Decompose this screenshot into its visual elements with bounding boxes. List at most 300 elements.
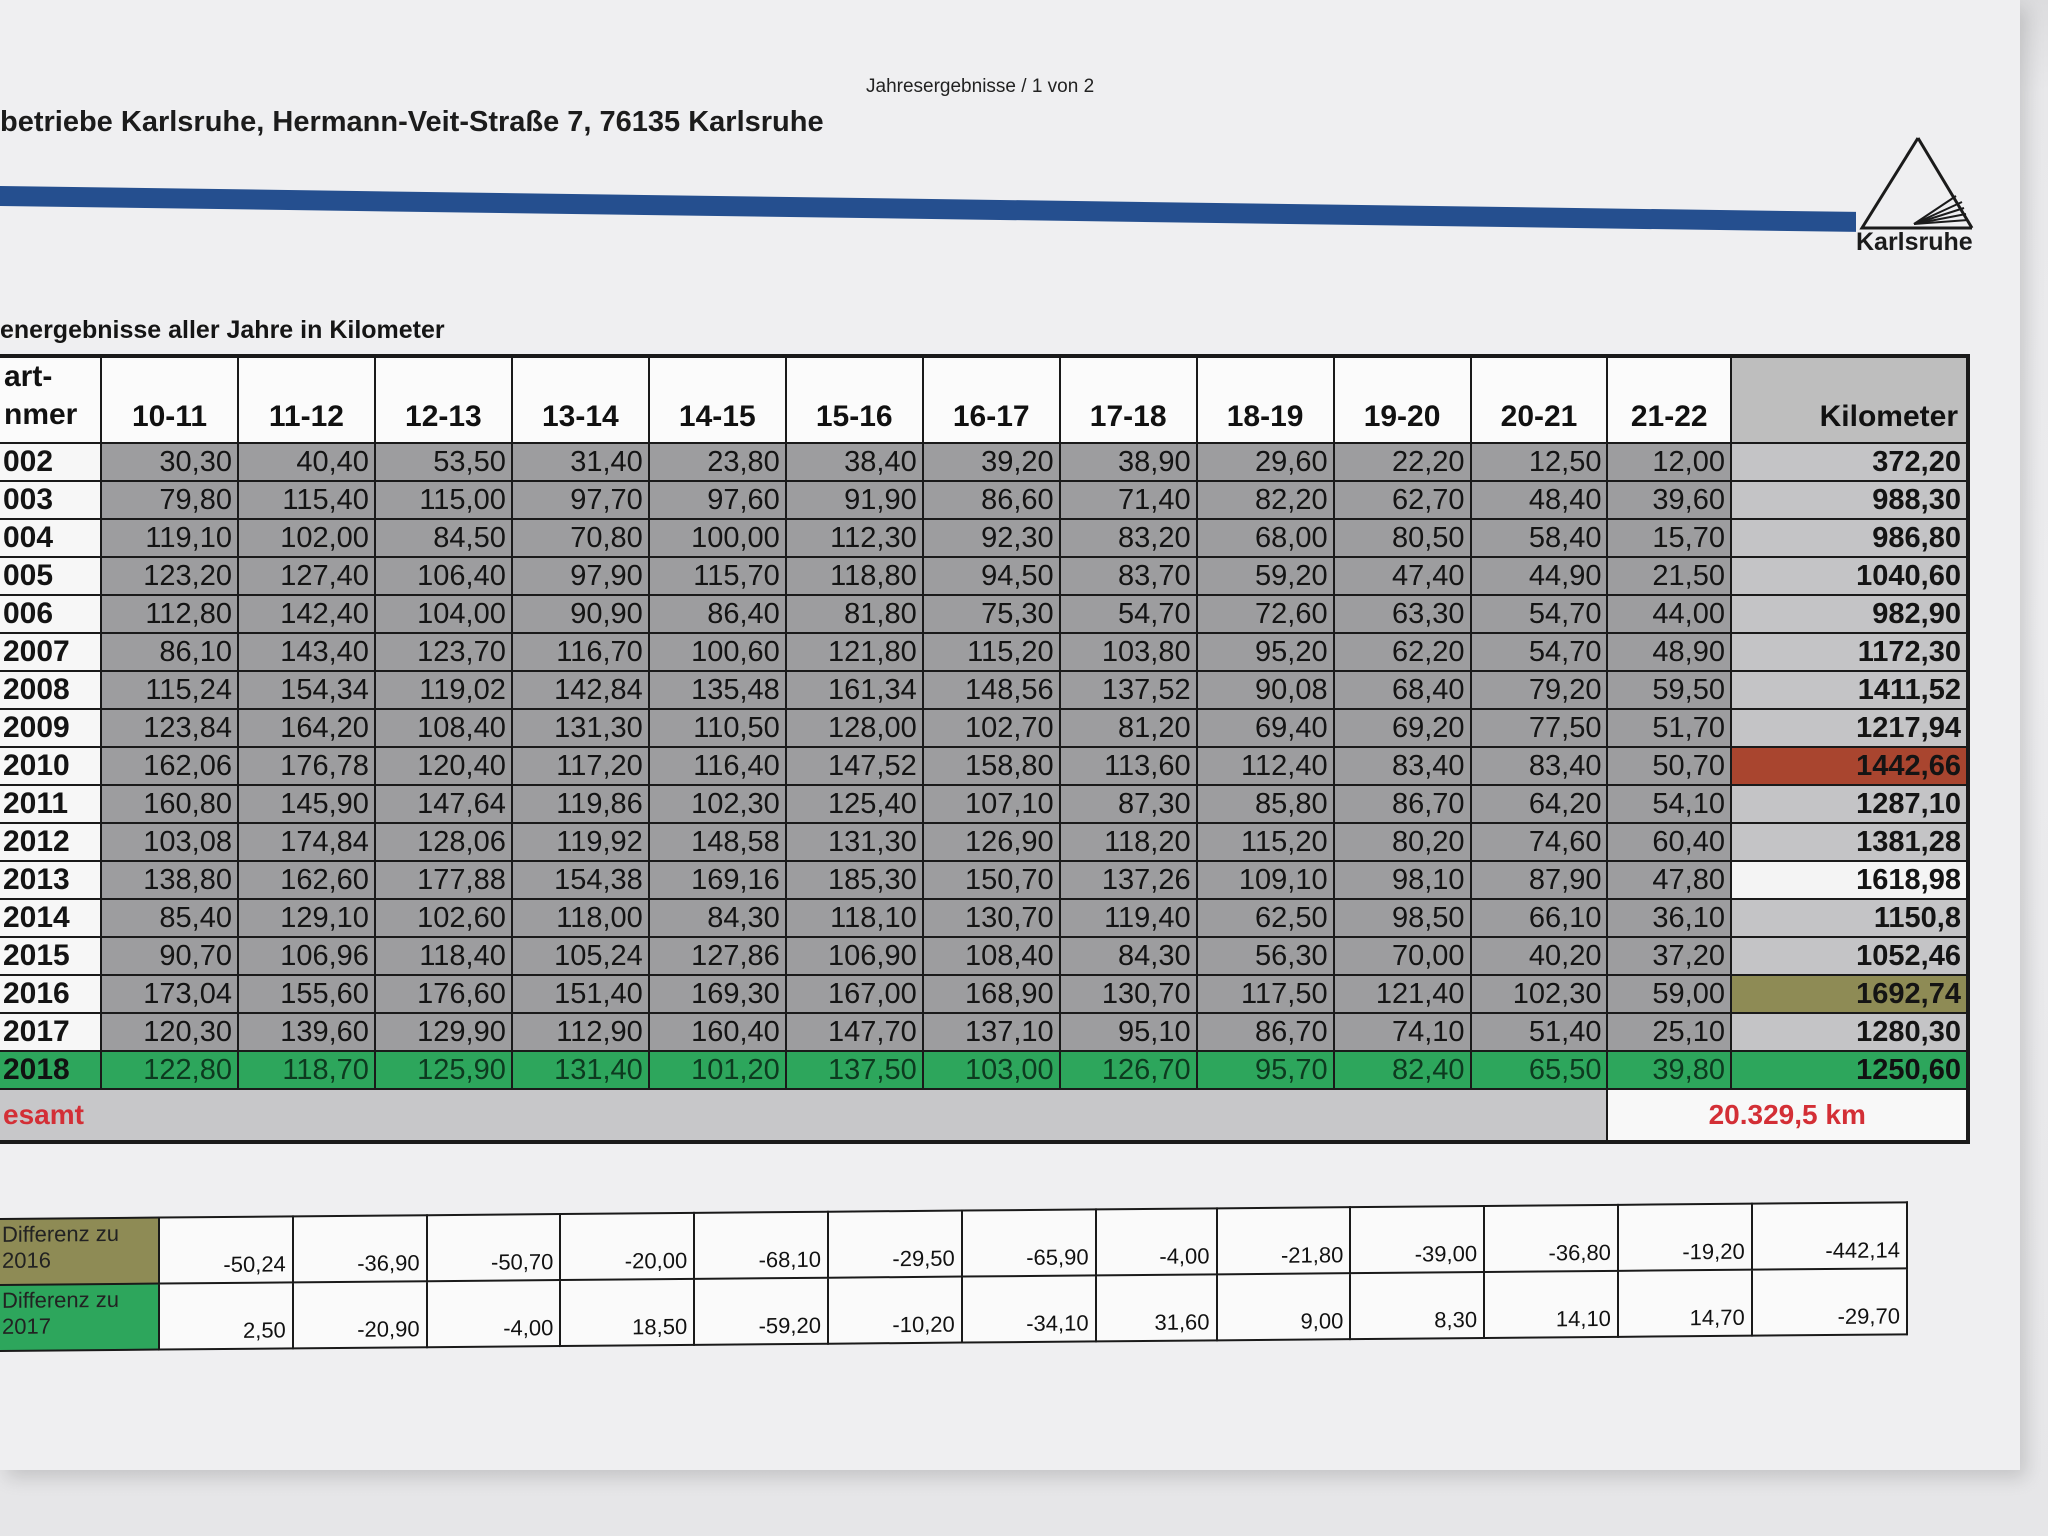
results-table [0,354,1970,1144]
value-cell: 38,90 [1060,443,1197,481]
value-cell: 121,40 [1334,975,1471,1013]
value-cell: 62,20 [1334,633,1471,671]
value-cell: 162,06 [101,747,238,785]
difference-value: -34,10 [962,1275,1096,1342]
table-row [0,557,1968,595]
value-cell: 119,92 [512,823,649,861]
value-cell: 118,70 [238,1051,375,1089]
value-cell: 112,30 [786,519,923,557]
value-cell: 106,96 [238,937,375,975]
value-cell: 113,60 [1060,747,1197,785]
difference-label-line2: 2017 [2,1313,51,1339]
year-cell: 004 [0,519,101,557]
value-cell: 123,70 [375,633,512,671]
table-row [0,709,1968,747]
season-header: 11-12 [238,356,375,443]
value-cell: 69,20 [1334,709,1471,747]
value-cell: 48,40 [1471,481,1608,519]
value-cell: 161,34 [786,671,923,709]
value-cell: 80,50 [1334,519,1471,557]
value-cell: 125,90 [375,1051,512,1089]
season-header: 16-17 [923,356,1060,443]
value-cell: 64,20 [1471,785,1608,823]
value-cell: 116,70 [512,633,649,671]
year-cell: 2007 [0,633,101,671]
value-cell: 106,90 [786,937,923,975]
page-info: Jahresergebnisse / 1 von 2 [866,76,1095,97]
value-cell: 15,70 [1607,519,1731,557]
value-cell: 147,52 [786,747,923,785]
value-cell: 85,80 [1197,785,1334,823]
difference-table [0,1201,1908,1352]
value-cell: 131,30 [512,709,649,747]
value-cell: 87,90 [1471,861,1608,899]
value-cell: 126,90 [923,823,1060,861]
value-cell: 39,20 [923,443,1060,481]
value-cell: 106,40 [375,557,512,595]
value-cell: 121,80 [786,633,923,671]
value-cell: 74,60 [1471,823,1608,861]
difference-value: -39,00 [1350,1206,1484,1273]
value-cell: 131,40 [512,1051,649,1089]
company-address: betriebe Karlsruhe, Hermann-Veit-Straße 7, 76135 Karlsruhe [0,106,824,138]
value-cell: 95,70 [1197,1051,1334,1089]
value-cell: 54,10 [1607,785,1731,823]
year-cell: 2010 [0,747,101,785]
value-cell: 154,38 [512,861,649,899]
table-row [0,785,1968,823]
value-cell: 115,20 [1197,823,1334,861]
value-cell: 119,02 [375,671,512,709]
year-cell: 2008 [0,671,101,709]
value-cell: 38,40 [786,443,923,481]
value-cell: 173,04 [101,975,238,1013]
value-cell: 83,70 [1060,557,1197,595]
value-cell: 100,60 [649,633,786,671]
value-cell: 138,80 [101,861,238,899]
value-cell: 25,10 [1607,1013,1731,1051]
value-cell: 66,10 [1471,899,1608,937]
value-cell: 164,20 [238,709,375,747]
value-cell: 60,40 [1607,823,1731,861]
difference-value: 18,50 [560,1279,694,1346]
year-total-cell: 1052,46 [1731,937,1968,975]
value-cell: 92,30 [923,519,1060,557]
value-cell: 118,10 [786,899,923,937]
value-cell: 120,40 [375,747,512,785]
year-total-cell: 1442,66 [1731,747,1968,785]
value-cell: 115,70 [649,557,786,595]
year-cell: 2012 [0,823,101,861]
value-cell: 58,40 [1471,519,1608,557]
value-cell: 70,80 [512,519,649,557]
value-cell: 125,40 [786,785,923,823]
value-cell: 148,56 [923,671,1060,709]
year-cell: 2018 [0,1051,101,1089]
value-cell: 59,50 [1607,671,1731,709]
difference-value: 14,10 [1484,1271,1618,1338]
value-cell: 129,10 [238,899,375,937]
year-cell: 2016 [0,975,101,1013]
value-cell: 63,30 [1334,595,1471,633]
value-cell: 30,30 [101,443,238,481]
table-subtitle: energebnisse aller Jahre in Kilometer [0,316,445,344]
value-cell: 108,40 [923,937,1060,975]
year-total-cell: 1411,52 [1731,671,1968,709]
value-cell: 51,70 [1607,709,1731,747]
start-number-header-line2: nmer [4,398,78,431]
difference-value: -50,24 [159,1216,293,1283]
value-cell: 68,40 [1334,671,1471,709]
difference-label [0,1218,159,1285]
value-cell: 84,30 [649,899,786,937]
year-total-cell: 986,80 [1731,519,1968,557]
value-cell: 167,00 [786,975,923,1013]
year-total-cell: 1172,30 [1731,633,1968,671]
value-cell: 40,40 [238,443,375,481]
value-cell: 112,90 [512,1013,649,1051]
header-divider-bar [0,186,1856,232]
value-cell: 103,80 [1060,633,1197,671]
value-cell: 12,00 [1607,443,1731,481]
table-row [0,481,1968,519]
value-cell: 130,70 [1060,975,1197,1013]
value-cell: 90,70 [101,937,238,975]
value-cell: 87,30 [1060,785,1197,823]
value-cell: 36,10 [1607,899,1731,937]
difference-value: -4,00 [1096,1208,1217,1275]
value-cell: 85,40 [101,899,238,937]
value-cell: 102,60 [375,899,512,937]
season-header: 13-14 [512,356,649,443]
value-cell: 68,00 [1197,519,1334,557]
value-cell: 98,10 [1334,861,1471,899]
difference-value: -21,80 [1217,1207,1351,1274]
year-total-cell: 982,90 [1731,595,1968,633]
year-cell: 2014 [0,899,101,937]
value-cell: 185,30 [786,861,923,899]
season-header: 19-20 [1334,356,1471,443]
value-cell: 158,80 [923,747,1060,785]
value-cell: 154,34 [238,671,375,709]
table-row [0,633,1968,671]
value-cell: 83,40 [1471,747,1608,785]
value-cell: 81,80 [786,595,923,633]
year-cell: 2009 [0,709,101,747]
value-cell: 86,10 [101,633,238,671]
value-cell: 169,16 [649,861,786,899]
value-cell: 128,06 [375,823,512,861]
value-cell: 101,20 [649,1051,786,1089]
value-cell: 116,40 [649,747,786,785]
value-cell: 56,30 [1197,937,1334,975]
value-cell: 160,40 [649,1013,786,1051]
value-cell: 110,50 [649,709,786,747]
value-cell: 129,90 [375,1013,512,1051]
value-cell: 54,70 [1471,595,1608,633]
value-cell: 102,00 [238,519,375,557]
value-cell: 86,60 [923,481,1060,519]
value-cell: 86,70 [1334,785,1471,823]
season-header: 10-11 [101,356,238,443]
value-cell: 147,70 [786,1013,923,1051]
year-cell: 005 [0,557,101,595]
value-cell: 71,40 [1060,481,1197,519]
year-cell: 002 [0,443,101,481]
value-cell: 123,20 [101,557,238,595]
value-cell: 127,40 [238,557,375,595]
value-cell: 29,60 [1197,443,1334,481]
table-row [0,1013,1968,1051]
value-cell: 135,48 [649,671,786,709]
value-cell: 112,80 [101,595,238,633]
value-cell: 94,50 [923,557,1060,595]
value-cell: 90,08 [1197,671,1334,709]
logo-text: Karlsruhe [1856,228,1973,256]
year-cell: 006 [0,595,101,633]
value-cell: 115,20 [923,633,1060,671]
value-cell: 176,60 [375,975,512,1013]
season-header: 12-13 [375,356,512,443]
difference-value: -20,90 [293,1281,427,1348]
value-cell: 118,80 [786,557,923,595]
difference-value: -59,20 [694,1278,828,1345]
difference-label-line1: Differenz zu [2,1220,119,1247]
value-cell: 102,70 [923,709,1060,747]
year-total-cell: 1040,60 [1731,557,1968,595]
value-cell: 115,40 [238,481,375,519]
kilometer-header: Kilometer [1731,356,1968,443]
year-total-cell: 1250,60 [1731,1051,1968,1089]
table-row [0,975,1968,1013]
table-row [0,671,1968,709]
value-cell: 21,50 [1607,557,1731,595]
value-cell: 97,70 [512,481,649,519]
difference-value: -65,90 [962,1209,1096,1276]
value-cell: 86,70 [1197,1013,1334,1051]
value-cell: 120,30 [101,1013,238,1051]
start-number-header [0,356,101,443]
value-cell: 54,70 [1471,633,1608,671]
season-header: 21-22 [1607,356,1731,443]
grand-total-value: 20.329,5 km [1607,1089,1968,1142]
value-cell: 145,90 [238,785,375,823]
value-cell: 162,60 [238,861,375,899]
difference-value: 2,50 [159,1282,293,1349]
value-cell: 107,10 [923,785,1060,823]
value-cell: 69,40 [1197,709,1334,747]
difference-value: 14,70 [1618,1270,1752,1337]
value-cell: 48,90 [1607,633,1731,671]
value-cell: 44,00 [1607,595,1731,633]
value-cell: 115,24 [101,671,238,709]
table-row [0,861,1968,899]
value-cell: 118,20 [1060,823,1197,861]
value-cell: 62,50 [1197,899,1334,937]
value-cell: 168,90 [923,975,1060,1013]
value-cell: 117,50 [1197,975,1334,1013]
value-cell: 103,08 [101,823,238,861]
value-cell: 100,00 [649,519,786,557]
value-cell: 54,70 [1060,595,1197,633]
value-cell: 77,50 [1471,709,1608,747]
value-cell: 155,60 [238,975,375,1013]
value-cell: 148,58 [649,823,786,861]
value-cell: 139,60 [238,1013,375,1051]
value-cell: 86,40 [649,595,786,633]
year-cell: 2011 [0,785,101,823]
value-cell: 65,50 [1471,1051,1608,1089]
value-cell: 81,20 [1060,709,1197,747]
difference-value: -20,00 [560,1213,694,1280]
value-cell: 123,84 [101,709,238,747]
difference-label-line2: 2016 [2,1247,51,1273]
difference-value: 8,30 [1350,1272,1484,1339]
value-cell: 39,60 [1607,481,1731,519]
value-cell: 83,40 [1334,747,1471,785]
year-cell: 2015 [0,937,101,975]
year-total-cell: 1381,28 [1731,823,1968,861]
value-cell: 83,20 [1060,519,1197,557]
value-cell: 95,20 [1197,633,1334,671]
value-cell: 176,78 [238,747,375,785]
difference-value: -19,20 [1618,1204,1752,1271]
value-cell: 102,30 [1471,975,1608,1013]
value-cell: 150,70 [923,861,1060,899]
difference-value: 9,00 [1217,1273,1351,1340]
table-row [0,519,1968,557]
difference-value: -36,80 [1484,1205,1618,1272]
value-cell: 102,30 [649,785,786,823]
value-cell: 82,20 [1197,481,1334,519]
value-cell: 147,64 [375,785,512,823]
year-total-cell: 1217,94 [1731,709,1968,747]
difference-label [0,1284,159,1351]
value-cell: 22,20 [1334,443,1471,481]
value-cell: 82,40 [1334,1051,1471,1089]
difference-value: -68,10 [694,1212,828,1279]
value-cell: 169,30 [649,975,786,1013]
year-cell: 2017 [0,1013,101,1051]
value-cell: 44,90 [1471,557,1608,595]
difference-total: -442,14 [1752,1202,1907,1269]
year-total-cell: 1287,10 [1731,785,1968,823]
value-cell: 105,24 [512,937,649,975]
value-cell: 79,80 [101,481,238,519]
value-cell: 109,10 [1197,861,1334,899]
value-cell: 51,40 [1471,1013,1608,1051]
value-cell: 31,40 [512,443,649,481]
difference-value: -29,50 [828,1211,962,1278]
value-cell: 40,20 [1471,937,1608,975]
year-total-cell: 1150,8 [1731,899,1968,937]
value-cell: 112,40 [1197,747,1334,785]
table-row [0,595,1968,633]
value-cell: 174,84 [238,823,375,861]
value-cell: 84,50 [375,519,512,557]
year-total-cell: 1280,30 [1731,1013,1968,1051]
value-cell: 118,40 [375,937,512,975]
value-cell: 128,00 [786,709,923,747]
table-row [0,1051,1968,1089]
table-row [0,899,1968,937]
value-cell: 119,40 [1060,899,1197,937]
difference-value: -36,90 [293,1215,427,1282]
difference-value: -4,00 [427,1280,561,1347]
value-cell: 137,50 [786,1051,923,1089]
value-cell: 151,40 [512,975,649,1013]
grand-total-label: esamt [0,1089,1607,1142]
season-header: 18-19 [1197,356,1334,443]
value-cell: 90,90 [512,595,649,633]
table-row [0,747,1968,785]
year-total-cell: 1618,98 [1731,861,1968,899]
value-cell: 115,00 [375,481,512,519]
value-cell: 59,20 [1197,557,1334,595]
value-cell: 143,40 [238,633,375,671]
difference-value: -50,70 [427,1214,561,1281]
difference-total: -29,70 [1752,1268,1907,1335]
value-cell: 104,00 [375,595,512,633]
value-cell: 137,10 [923,1013,1060,1051]
value-cell: 39,80 [1607,1051,1731,1089]
value-cell: 75,30 [923,595,1060,633]
value-cell: 142,40 [238,595,375,633]
table-header-row [0,356,1968,443]
value-cell: 119,10 [101,519,238,557]
value-cell: 74,10 [1334,1013,1471,1051]
season-header: 17-18 [1060,356,1197,443]
year-cell: 2013 [0,861,101,899]
value-cell: 118,00 [512,899,649,937]
value-cell: 103,00 [923,1051,1060,1089]
value-cell: 72,60 [1197,595,1334,633]
value-cell: 126,70 [1060,1051,1197,1089]
value-cell: 137,26 [1060,861,1197,899]
table-row [0,443,1968,481]
start-number-header-line1: art- [4,360,53,393]
value-cell: 62,70 [1334,481,1471,519]
value-cell: 47,40 [1334,557,1471,595]
value-cell: 97,90 [512,557,649,595]
value-cell: 119,86 [512,785,649,823]
year-total-cell: 372,20 [1731,443,1968,481]
year-total-cell: 1692,74 [1731,975,1968,1013]
value-cell: 97,60 [649,481,786,519]
year-total-cell: 988,30 [1731,481,1968,519]
difference-value: 31,60 [1096,1274,1217,1341]
value-cell: 70,00 [1334,937,1471,975]
value-cell: 47,80 [1607,861,1731,899]
value-cell: 108,40 [375,709,512,747]
season-header: 15-16 [786,356,923,443]
season-header: 14-15 [649,356,786,443]
value-cell: 37,20 [1607,937,1731,975]
table-row [0,823,1968,861]
value-cell: 80,20 [1334,823,1471,861]
value-cell: 142,84 [512,671,649,709]
value-cell: 23,80 [649,443,786,481]
value-cell: 160,80 [101,785,238,823]
value-cell: 122,80 [101,1051,238,1089]
value-cell: 131,30 [786,823,923,861]
value-cell: 91,90 [786,481,923,519]
value-cell: 53,50 [375,443,512,481]
value-cell: 130,70 [923,899,1060,937]
season-header: 20-21 [1471,356,1608,443]
year-cell: 003 [0,481,101,519]
value-cell: 117,20 [512,747,649,785]
